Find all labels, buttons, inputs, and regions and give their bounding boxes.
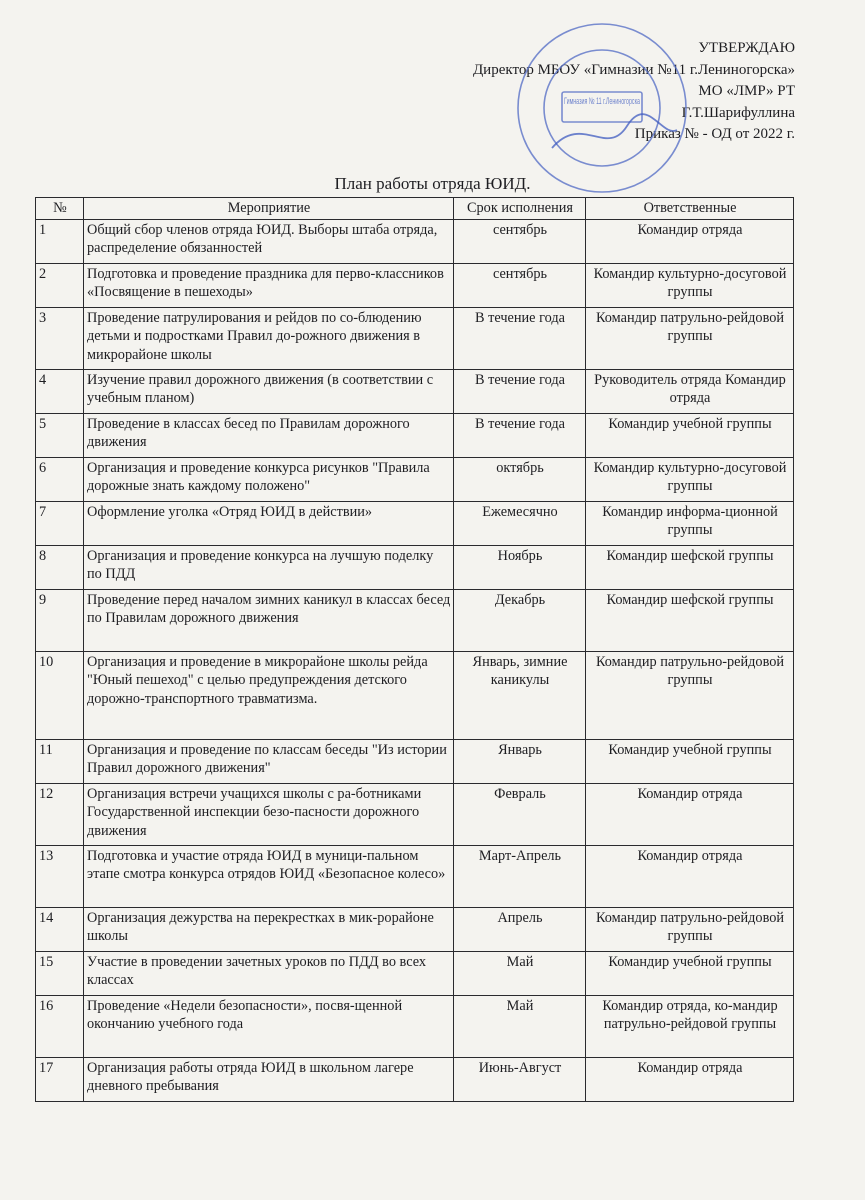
row-number: 1 <box>36 219 84 263</box>
row-term: Декабрь <box>454 589 586 651</box>
row-term: Февраль <box>454 783 586 845</box>
row-responsible: Командир отряда <box>586 219 794 263</box>
table-row <box>36 369 794 413</box>
row-term: Январь, зимние каникулы <box>454 651 586 739</box>
table-row <box>36 783 794 845</box>
table-row <box>36 263 794 307</box>
table-row <box>36 545 794 589</box>
row-number: 14 <box>36 907 84 951</box>
row-event: Проведение перед началом зимних каникул в классах бесед по Правилам дорожного движения <box>84 589 454 651</box>
row-event: Изучение правил дорожного движения (в соответствии с учебным планом) <box>84 369 454 413</box>
row-responsible: Командир шефской группы <box>586 545 794 589</box>
row-responsible: Командир отряда, ко-мандир патрульно-рейдовой группы <box>586 995 794 1057</box>
row-responsible: Командир отряда <box>586 845 794 907</box>
row-term: Январь <box>454 739 586 783</box>
row-event: Организация и проведение конкурса на лучшую поделку по ПДД <box>84 545 454 589</box>
header-number: № <box>36 198 84 220</box>
row-event: Организация и проведение конкурса рисунков "Правила дорожные знать каждому положено" <box>84 457 454 501</box>
table-row <box>36 951 794 995</box>
row-event: Организация работы отряда ЮИД в школьном лагере дневного пребывания <box>84 1057 454 1101</box>
row-event: Участие в проведении зачетных уроков по ПДД во всех классах <box>84 951 454 995</box>
row-responsible: Командир патрульно-рейдовой группы <box>586 907 794 951</box>
table-row <box>36 845 794 907</box>
row-term: Ноябрь <box>454 545 586 589</box>
approval-director: Директор МБОУ «Гимназии №11 г.Лениногорска» <box>472 61 795 78</box>
row-event: Организация и проведение по классам беседы "Из истории Правил дорожного движения" <box>84 739 454 783</box>
table-row <box>36 307 794 369</box>
row-number: 12 <box>36 783 84 845</box>
row-number: 13 <box>36 845 84 907</box>
header-term: Срок исполнения <box>454 198 586 220</box>
row-event: Организация дежурства на перекрестках в мик-рорайоне школы <box>84 907 454 951</box>
approval-order: Приказ № - ОД от 2022 г. <box>634 126 795 142</box>
row-term: Апрель <box>454 907 586 951</box>
row-term: сентябрь <box>454 263 586 307</box>
row-term: В течение года <box>454 413 586 457</box>
row-number: 8 <box>36 545 84 589</box>
row-term: В течение года <box>454 369 586 413</box>
row-number: 4 <box>36 369 84 413</box>
row-responsible: Командир информа-ционной группы <box>586 501 794 545</box>
approval-district: МО «ЛМР» РТ <box>698 83 795 99</box>
table-row <box>36 907 794 951</box>
row-event: Проведение в классах бесед по Правилам дорожного движения <box>84 413 454 457</box>
row-event: Проведение патрулирования и рейдов по со-блюдению детьми и подростками Правил до-рожного движения в микрорайоне школы <box>84 307 454 369</box>
row-responsible: Командир патрульно-рейдовой группы <box>586 307 794 369</box>
row-responsible: Командир отряда <box>586 1057 794 1101</box>
official-stamp <box>512 18 692 198</box>
row-number: 6 <box>36 457 84 501</box>
row-responsible: Командир культурно-досуговой группы <box>586 457 794 501</box>
page-title: План работы отряда ЮИД. <box>334 174 531 193</box>
row-term: Март-Апрель <box>454 845 586 907</box>
stamp-text: Гимназия № 11 г.Лениногорска <box>564 96 641 107</box>
header-responsible: Ответственные <box>586 198 794 220</box>
table-row <box>36 501 794 545</box>
row-term: В течение года <box>454 307 586 369</box>
row-number: 5 <box>36 413 84 457</box>
row-event: Подготовка и участие отряда ЮИД в муници-пальном этапе смотра конкурса отрядов ЮИД «Безопасное колесо» <box>84 845 454 907</box>
approval-heading: УТВЕРЖДАЮ <box>698 40 795 56</box>
row-number: 2 <box>36 263 84 307</box>
row-term: Май <box>454 951 586 995</box>
row-responsible: Командир шефской группы <box>586 589 794 651</box>
row-event: Оформление уголка «Отряд ЮИД в действии» <box>84 501 454 545</box>
table-header-row <box>36 198 794 220</box>
row-responsible: Командир учебной группы <box>586 413 794 457</box>
row-term: Май <box>454 995 586 1057</box>
row-number: 15 <box>36 951 84 995</box>
table-row <box>36 457 794 501</box>
work-plan-table <box>35 197 794 1102</box>
row-number: 11 <box>36 739 84 783</box>
row-event: Организация встречи учащихся школы с ра-ботниками Государственной инспекции безо-пасности дорожного движения <box>84 783 454 845</box>
row-responsible: Командир патрульно-рейдовой группы <box>586 651 794 739</box>
row-term: Июнь-Август <box>454 1057 586 1101</box>
table-row <box>36 413 794 457</box>
row-term: Ежемесячно <box>454 501 586 545</box>
table-row <box>36 1057 794 1101</box>
row-responsible: Руководитель отряда Командир отряда <box>586 369 794 413</box>
table-row <box>36 739 794 783</box>
table-row <box>36 651 794 739</box>
row-event: Проведение «Недели безопасности», посвя-щенной окончанию учебного года <box>84 995 454 1057</box>
table-row <box>36 589 794 651</box>
row-event: Общий сбор членов отряда ЮИД. Выборы штаба отряда, распределение обязанностей <box>84 219 454 263</box>
row-number: 10 <box>36 651 84 739</box>
approval-name: Г.Т.Шарифуллина <box>681 104 795 121</box>
header-event: Мероприятие <box>84 198 454 220</box>
table-row <box>36 219 794 263</box>
row-responsible: Командир культурно-досуговой группы <box>586 263 794 307</box>
table-body <box>36 219 794 1101</box>
row-number: 3 <box>36 307 84 369</box>
row-event: Подготовка и проведение праздника для перво-классников «Посвящение в пешеходы» <box>84 263 454 307</box>
row-responsible: Командир отряда <box>586 783 794 845</box>
row-responsible: Командир учебной группы <box>586 739 794 783</box>
row-number: 9 <box>36 589 84 651</box>
row-number: 16 <box>36 995 84 1057</box>
row-number: 7 <box>36 501 84 545</box>
row-responsible: Командир учебной группы <box>586 951 794 995</box>
table-row <box>36 995 794 1057</box>
row-term: сентябрь <box>454 219 586 263</box>
row-event: Организация и проведение в микрорайоне школы рейда "Юный пешеход" с целью предупреждения детского дорожно-транспортного травматизма. <box>84 651 454 739</box>
row-term: октябрь <box>454 457 586 501</box>
row-number: 17 <box>36 1057 84 1101</box>
